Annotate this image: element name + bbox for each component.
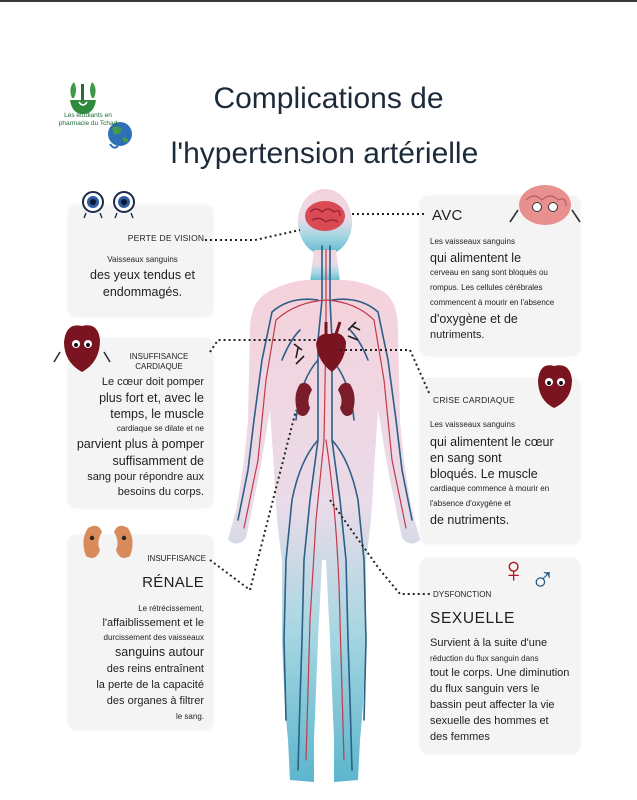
sexuelle-heading-small: DYSFONCTION (433, 590, 492, 599)
logo-text: Les étudiants en pharmacie du Tchad (58, 112, 118, 127)
crise-cardiaque-line-7: de nutriments. (430, 513, 510, 527)
human-body-silhouette (228, 189, 420, 782)
avc-line-5: commencent à mourir en l'absence (430, 298, 555, 307)
crise-cardiaque-line-6: l'absence d'oxygène et (430, 499, 511, 508)
avc-line-2: qui alimentent le (430, 251, 522, 265)
vision-line-2: des yeux tendus et (90, 268, 195, 282)
insuffisance-cardiaque-heading: INSUFFISANCE CARDIAQUE (129, 352, 189, 371)
renale-heading: RÉNALE (142, 574, 204, 591)
renale-line-2: l'affaiblissement et le (102, 617, 204, 629)
renale-line-5: des reins entraînent (106, 663, 204, 675)
crise-cardiaque-heading: CRISE CARDIAQUE (433, 395, 515, 405)
avc-line-6: d'oxygène et de (430, 312, 518, 326)
renale-heading-small: INSUFFISANCE (147, 554, 206, 563)
vision-heading: PERTE DE VISION (127, 233, 205, 243)
sexuelle-line-7: des femmes (430, 731, 490, 743)
sexuelle-heading: SEXUELLE (430, 610, 515, 627)
eyes-icon (83, 192, 134, 218)
crise-cardiaque-line-1: Les vaisseaux sanguins (430, 420, 515, 429)
insuffisance-cardiaque-line-4: cardiaque se dilate et ne (116, 424, 204, 433)
heart-character-icon-left (54, 325, 110, 372)
renale-line-3: durcissement des vaisseaux (103, 633, 204, 642)
page-title-line-1: Complications de (213, 82, 444, 115)
vision-line-3: endommagés. (102, 285, 183, 299)
insuffisance-cardiaque-line-1: Le cœur doit pomper (101, 376, 204, 388)
sexuelle-line-2: réduction du flux sanguin dans (430, 654, 539, 663)
avc-line-3: cerveau en sang sont bloqués ou (430, 268, 548, 277)
insuffisance-cardiaque-line-2: plus fort et, avec le (99, 391, 204, 405)
vision-line-1: Vaisseaux sanguins (107, 255, 178, 264)
avc-heading: AVC (432, 207, 463, 224)
female-symbol-icon: ♀ (500, 549, 527, 590)
sexuelle-line-1: Survient à la suite d'une (430, 637, 548, 649)
renale-line-6: la perte de la capacité (96, 679, 204, 691)
insuffisance-cardiaque-line-3: temps, le muscle (110, 407, 204, 421)
sexuelle-line-6: sexuelle des hommes et (430, 715, 549, 727)
insuffisance-cardiaque-line-7: sang pour répondre aux (87, 471, 204, 483)
insuffisance-cardiaque-line-5: parvient plus à pomper (76, 437, 204, 451)
brain-icon (305, 201, 345, 231)
renale-line-8: le sang. (175, 712, 204, 721)
insuffisance-cardiaque-line-8: besoins du corps. (117, 486, 204, 498)
crise-cardiaque-line-3: en sang sont (430, 451, 502, 465)
crise-cardiaque-line-5: cardiaque commence à mourir en (430, 484, 550, 493)
brain-character-icon (510, 185, 580, 225)
crise-cardiaque-line-2: qui alimentent le cœur (430, 435, 554, 449)
sexuelle-line-3: tout le corps. Une diminution (430, 667, 570, 679)
renale-line-4: sanguins autour (115, 645, 204, 659)
avc-line-7: nutriments. (430, 329, 485, 341)
insuffisance-cardiaque-line-6: suffisamment de (112, 454, 204, 468)
avc-line-4: rompus. Les cellules cérébrales (430, 283, 543, 292)
renale-line-7: des organes à filtrer (106, 695, 204, 707)
page-title-line-2: l'hypertension artérielle (170, 137, 479, 170)
sexuelle-line-4: du flux sanguin vers le (430, 683, 540, 695)
renale-line-1: Le rétrécissement, (138, 604, 204, 613)
male-symbol-icon: ♂ (530, 561, 556, 599)
avc-line-1: Les vaisseaux sanguins (430, 237, 515, 246)
sexuelle-line-5: bassin peut affecter la vie (430, 699, 555, 711)
crise-cardiaque-line-4: bloqués. Le muscle (430, 467, 538, 481)
